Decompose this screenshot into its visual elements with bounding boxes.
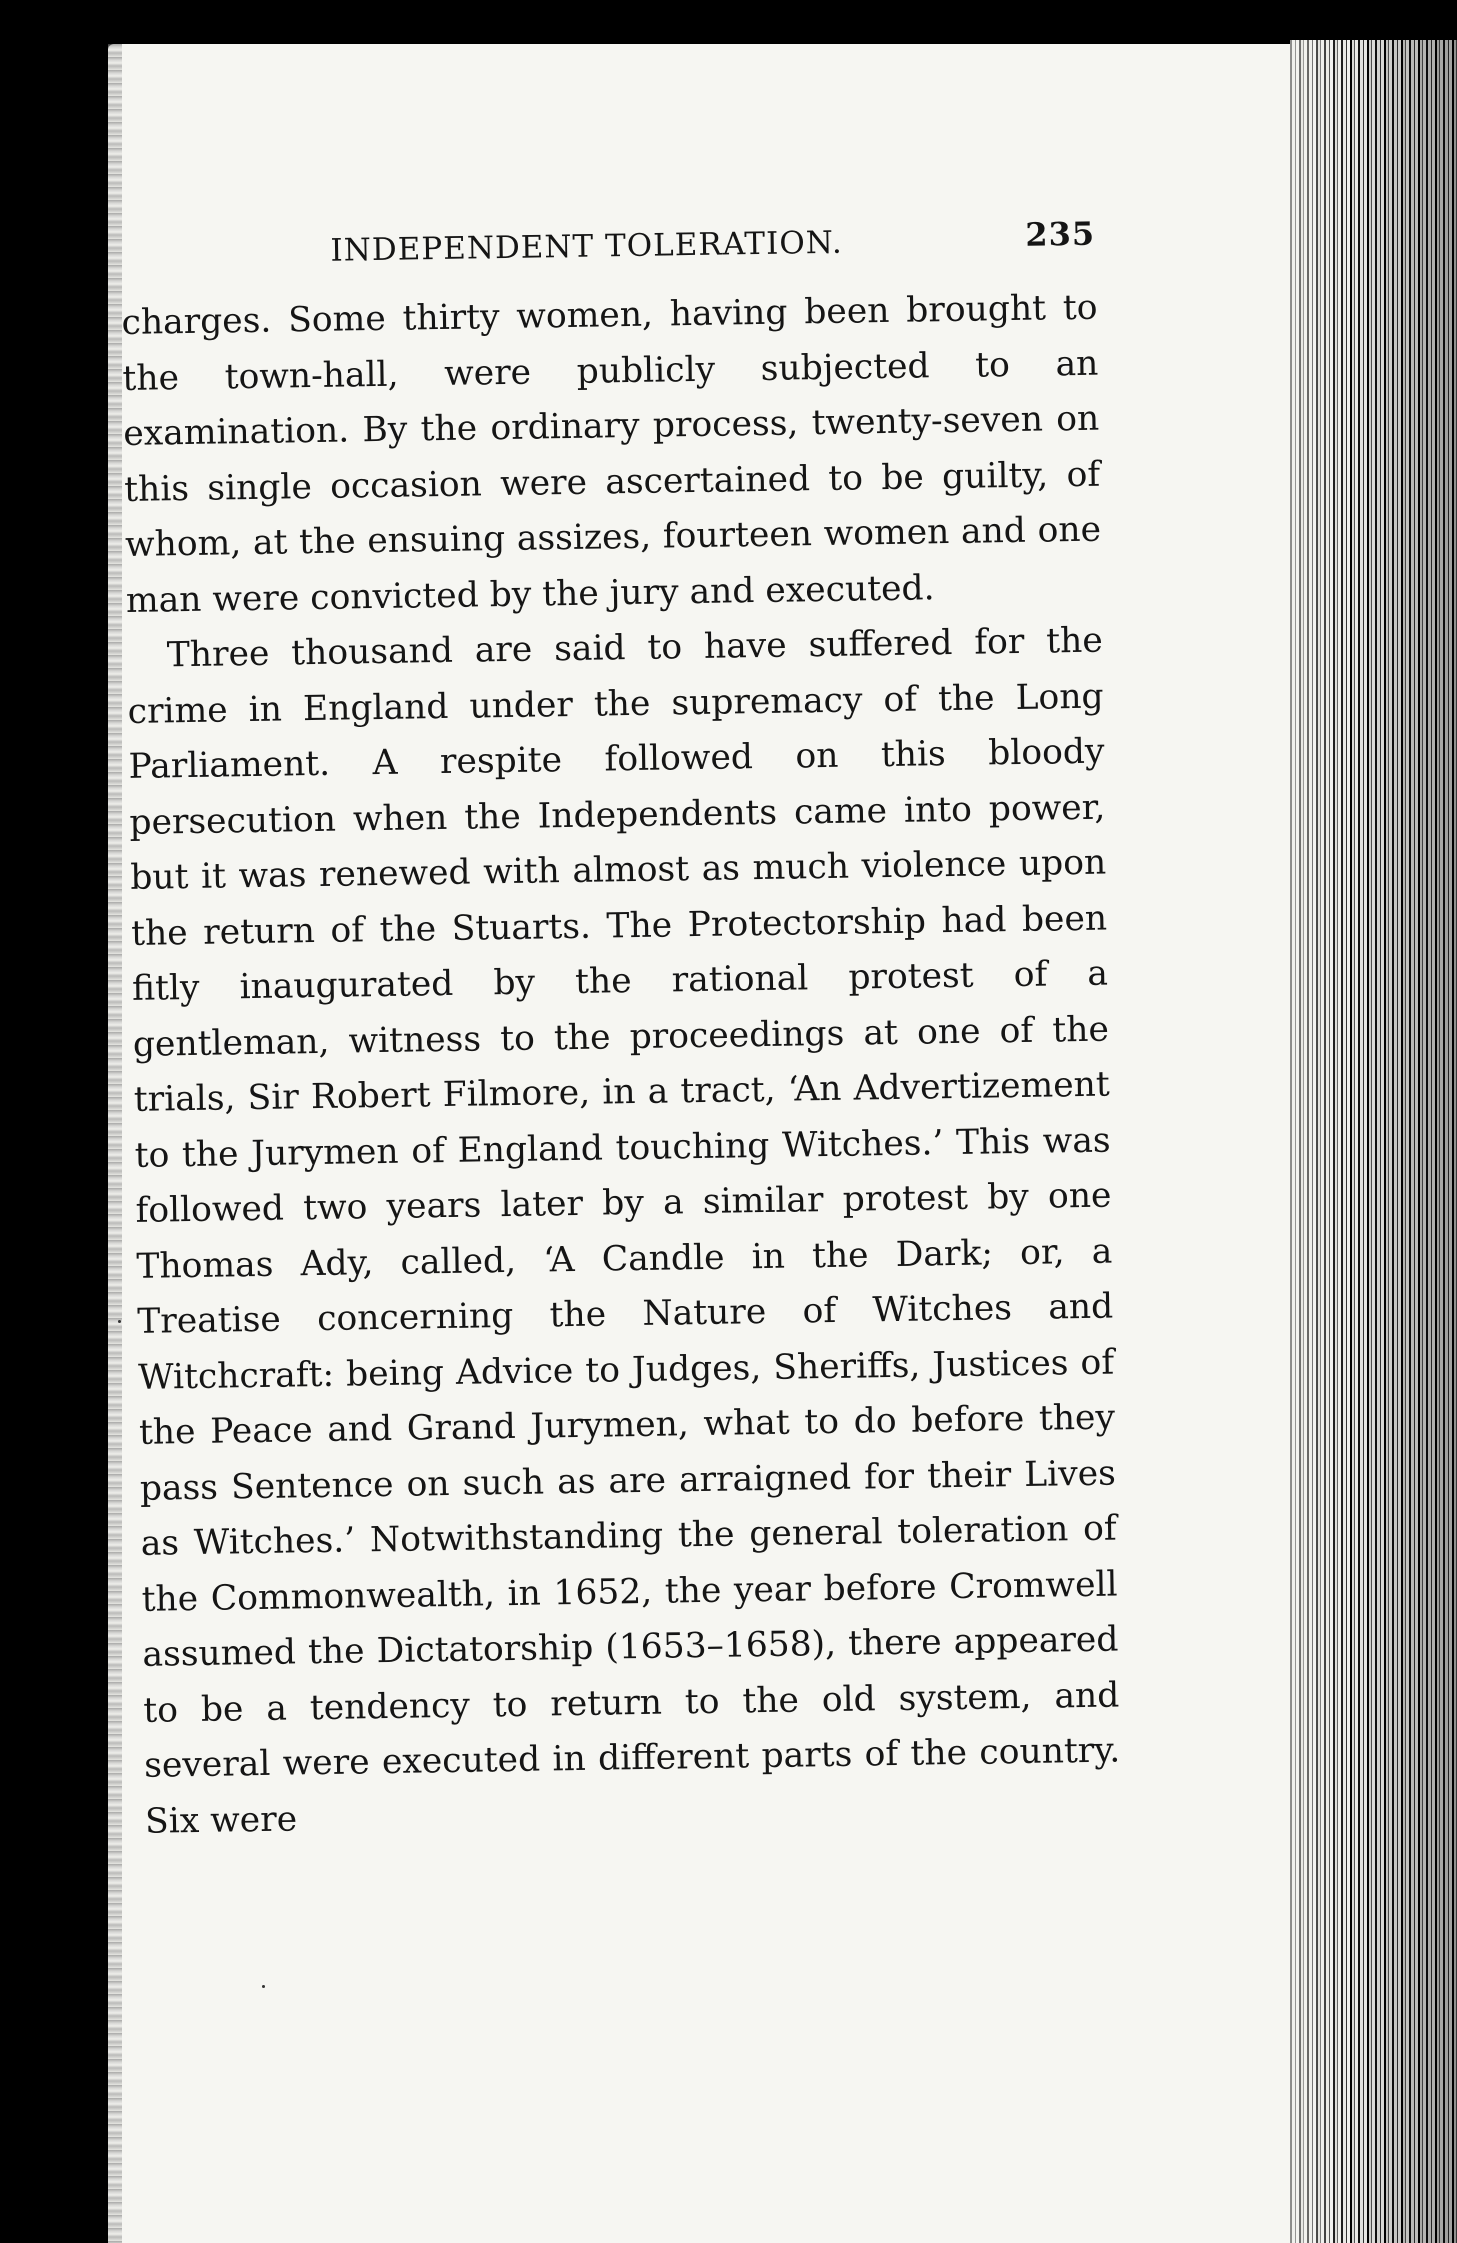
paragraph: Three thousand are said to have suffered for the crime in England under the supremacy of the Long Parliament. A respite followed on this bloody persecution when the Independents came into power, but it was renewed with almost as much violence upon the return of the Stuarts. The Protectorship had been fitly inaugurated by the rational protest of a gentleman, witness to the proceedings at one of the trials, Sir Robert Filmore, in a tract, ‘An Advertizement to the Jurymen of England touching Witches.’ This was followed two years later by a similar protest by one Thomas Ady, called, ‘A Candle in the Dark; or, a Treatise concerning the Nature of Witches and Witchcraft: being Advice to Judges, Sheriffs, Justices of the Peace and Grand Jurymen, what to do before they pass Sentence on such as are arraigned for their Lives as Witches.’ Notwithstanding the general toleration of the Commonwealth, in 1652, the year before Cromwell assumed the Dictatorship (1653–1658), there appeared to be a tendency to return to the old system, and several were executed in different parts of the country. Six were — [127, 620, 1121, 1842]
page-left-edge — [108, 44, 122, 2243]
page-edges-shadow — [1290, 40, 1457, 2243]
page-number: 235 — [1025, 214, 1096, 254]
running-title: INDEPENDENT TOLERATION. — [330, 224, 843, 269]
ink-speck — [118, 1320, 121, 1323]
text-block — [120, 207, 1121, 1850]
paragraph: charges. Some thirty women, having been brought to the town-hall, were publicly subjected to an examination. By the ordinary process, twenty-seven on this single occasion were ascertained to be guilty, of whom, at the ensuing assizes, fourteen women and one man were convicted by the jury and executed. — [121, 287, 1102, 621]
body-text — [121, 281, 1121, 1850]
ink-speck — [262, 1985, 265, 1988]
